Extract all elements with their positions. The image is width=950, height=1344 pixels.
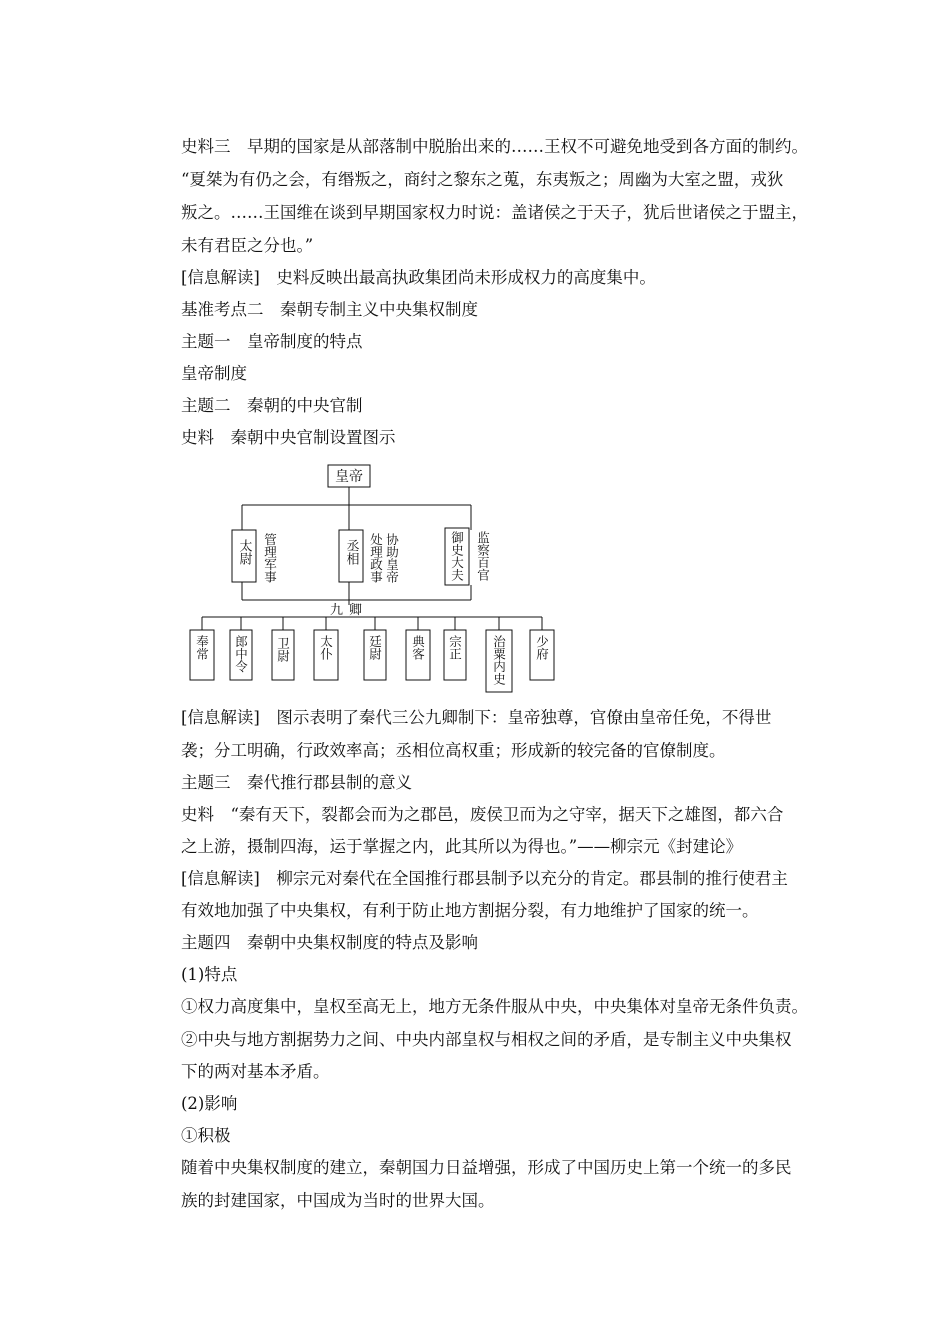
- chengxiang-label: 丞相: [343, 539, 359, 565]
- source-3-line-3: 叛之。……王国维在谈到早期国家权力时说：盖诸侯之于天子，犹后世诸侯之于盟主，: [181, 203, 808, 222]
- jiuqing-taipu: 太仆: [318, 635, 334, 660]
- chengxiang-duty-b: 协助皇帝: [384, 533, 400, 583]
- section-heading-kd2: 基准考点二 秦朝专制主义中央集权制度: [181, 300, 478, 319]
- topic-4-item-1: ①权力高度集中，皇权至高无上，地方无条件服从中央，中央集体对皇帝无条件负责。: [181, 997, 808, 1016]
- topic-4-positive: ①积极: [181, 1126, 231, 1145]
- jiuqing-langzhongling: 郎中令: [233, 635, 249, 673]
- source-3-line-1: 史料三 早期的国家是从部落制中脱胎出来的……王权不可避免地受到各方面的制约。: [181, 137, 808, 156]
- source-3-line-4: 未有君臣之分也。”: [181, 236, 314, 255]
- chengxiang-duty-a: 处理政事: [368, 533, 384, 583]
- jiuqing-shaofu: 少府: [534, 635, 550, 660]
- topic-4-sub-characteristics: (1)特点: [181, 965, 238, 984]
- topic-4-item-2-cont: 下的两对基本矛盾。: [181, 1062, 330, 1081]
- jiuqing-label: 九卿: [329, 603, 369, 618]
- topic-1-body: 皇帝制度: [181, 364, 247, 383]
- yushidafu-label: 御史大夫: [449, 531, 465, 581]
- jiuqing-weiwei: 卫尉: [275, 637, 291, 662]
- topic-3-source-line-2: 之上游，摄制四海，运于掌握之内，此其所以为得也。”——柳宗元《封建论》: [181, 837, 743, 856]
- topic-4-item-2: ②中央与地方割据势力之间、中央内部皇权与相权之间的矛盾，是专制主义中央集权: [181, 1030, 792, 1049]
- emperor-label: 皇帝: [335, 469, 363, 485]
- source-3-line-2: “夏桀为有仍之会，有缗叛之，商纣之黎东之蒐，东夷叛之；周幽为大室之盟，戎狄: [181, 170, 784, 189]
- info-interpretation-2-line-2: 袭；分工明确，行政效率高；丞相位高权重；形成新的较完备的官僚制度。: [181, 741, 726, 760]
- topic-3-heading: 主题三 秦代推行郡县制的意义: [181, 773, 412, 792]
- info-interpretation-3-line-2: 有效地加强了中央集权，有利于防止地方割据分裂，有力地维护了国家的统一。: [181, 901, 759, 920]
- topic-4-sub-impact: (2)影响: [181, 1094, 238, 1113]
- topic-4-positive-body-1: 随着中央集权制度的建立，秦朝国力日益增强，形成了中国历史上第一个统一的多民: [181, 1158, 792, 1177]
- jiuqing-zongzheng: 宗正: [447, 635, 463, 660]
- yushidafu-duty: 监察百官: [475, 531, 491, 581]
- jiuqing-fengchang: 奉常: [194, 635, 210, 660]
- info-interpretation-3-line-1: [信息解读] 柳宗元对秦代在全国推行郡县制予以充分的肯定。郡县制的推行使君主: [181, 869, 788, 888]
- jiuqing-dianke: 典客: [410, 635, 426, 660]
- topic-2-heading: 主题二 秦朝的中央官制: [181, 396, 363, 415]
- info-interpretation-1: [信息解读] 史料反映出最高执政集团尚未形成权力的高度集中。: [181, 268, 656, 287]
- topic-3-source-line-1: 史料 “秦有天下，裂都会而为之郡邑，废侯卫而为之守宰，据天下之雄图，都六合: [181, 805, 784, 824]
- taiwei-label: 太尉: [236, 539, 252, 565]
- jiuqing-zhisuneishi: 治粟内史: [491, 635, 507, 685]
- topic-4-heading: 主题四 秦朝中央集权制度的特点及影响: [181, 933, 478, 952]
- jiuqing-tingwei: 廷尉: [367, 635, 383, 660]
- info-interpretation-2-line-1: [信息解读] 图示表明了秦代三公九卿制下：皇帝独尊，官僚由皇帝任免，不得世: [181, 708, 772, 727]
- topic-4-positive-body-2: 族的封建国家，中国成为当时的世界大国。: [181, 1191, 495, 1210]
- qin-official-system-diagram: [180, 455, 580, 700]
- topic-2-source: 史料 秦朝中央官制设置图示: [181, 428, 396, 447]
- topic-1-heading: 主题一 皇帝制度的特点: [181, 332, 363, 351]
- taiwei-duty: 管理军事: [262, 533, 278, 583]
